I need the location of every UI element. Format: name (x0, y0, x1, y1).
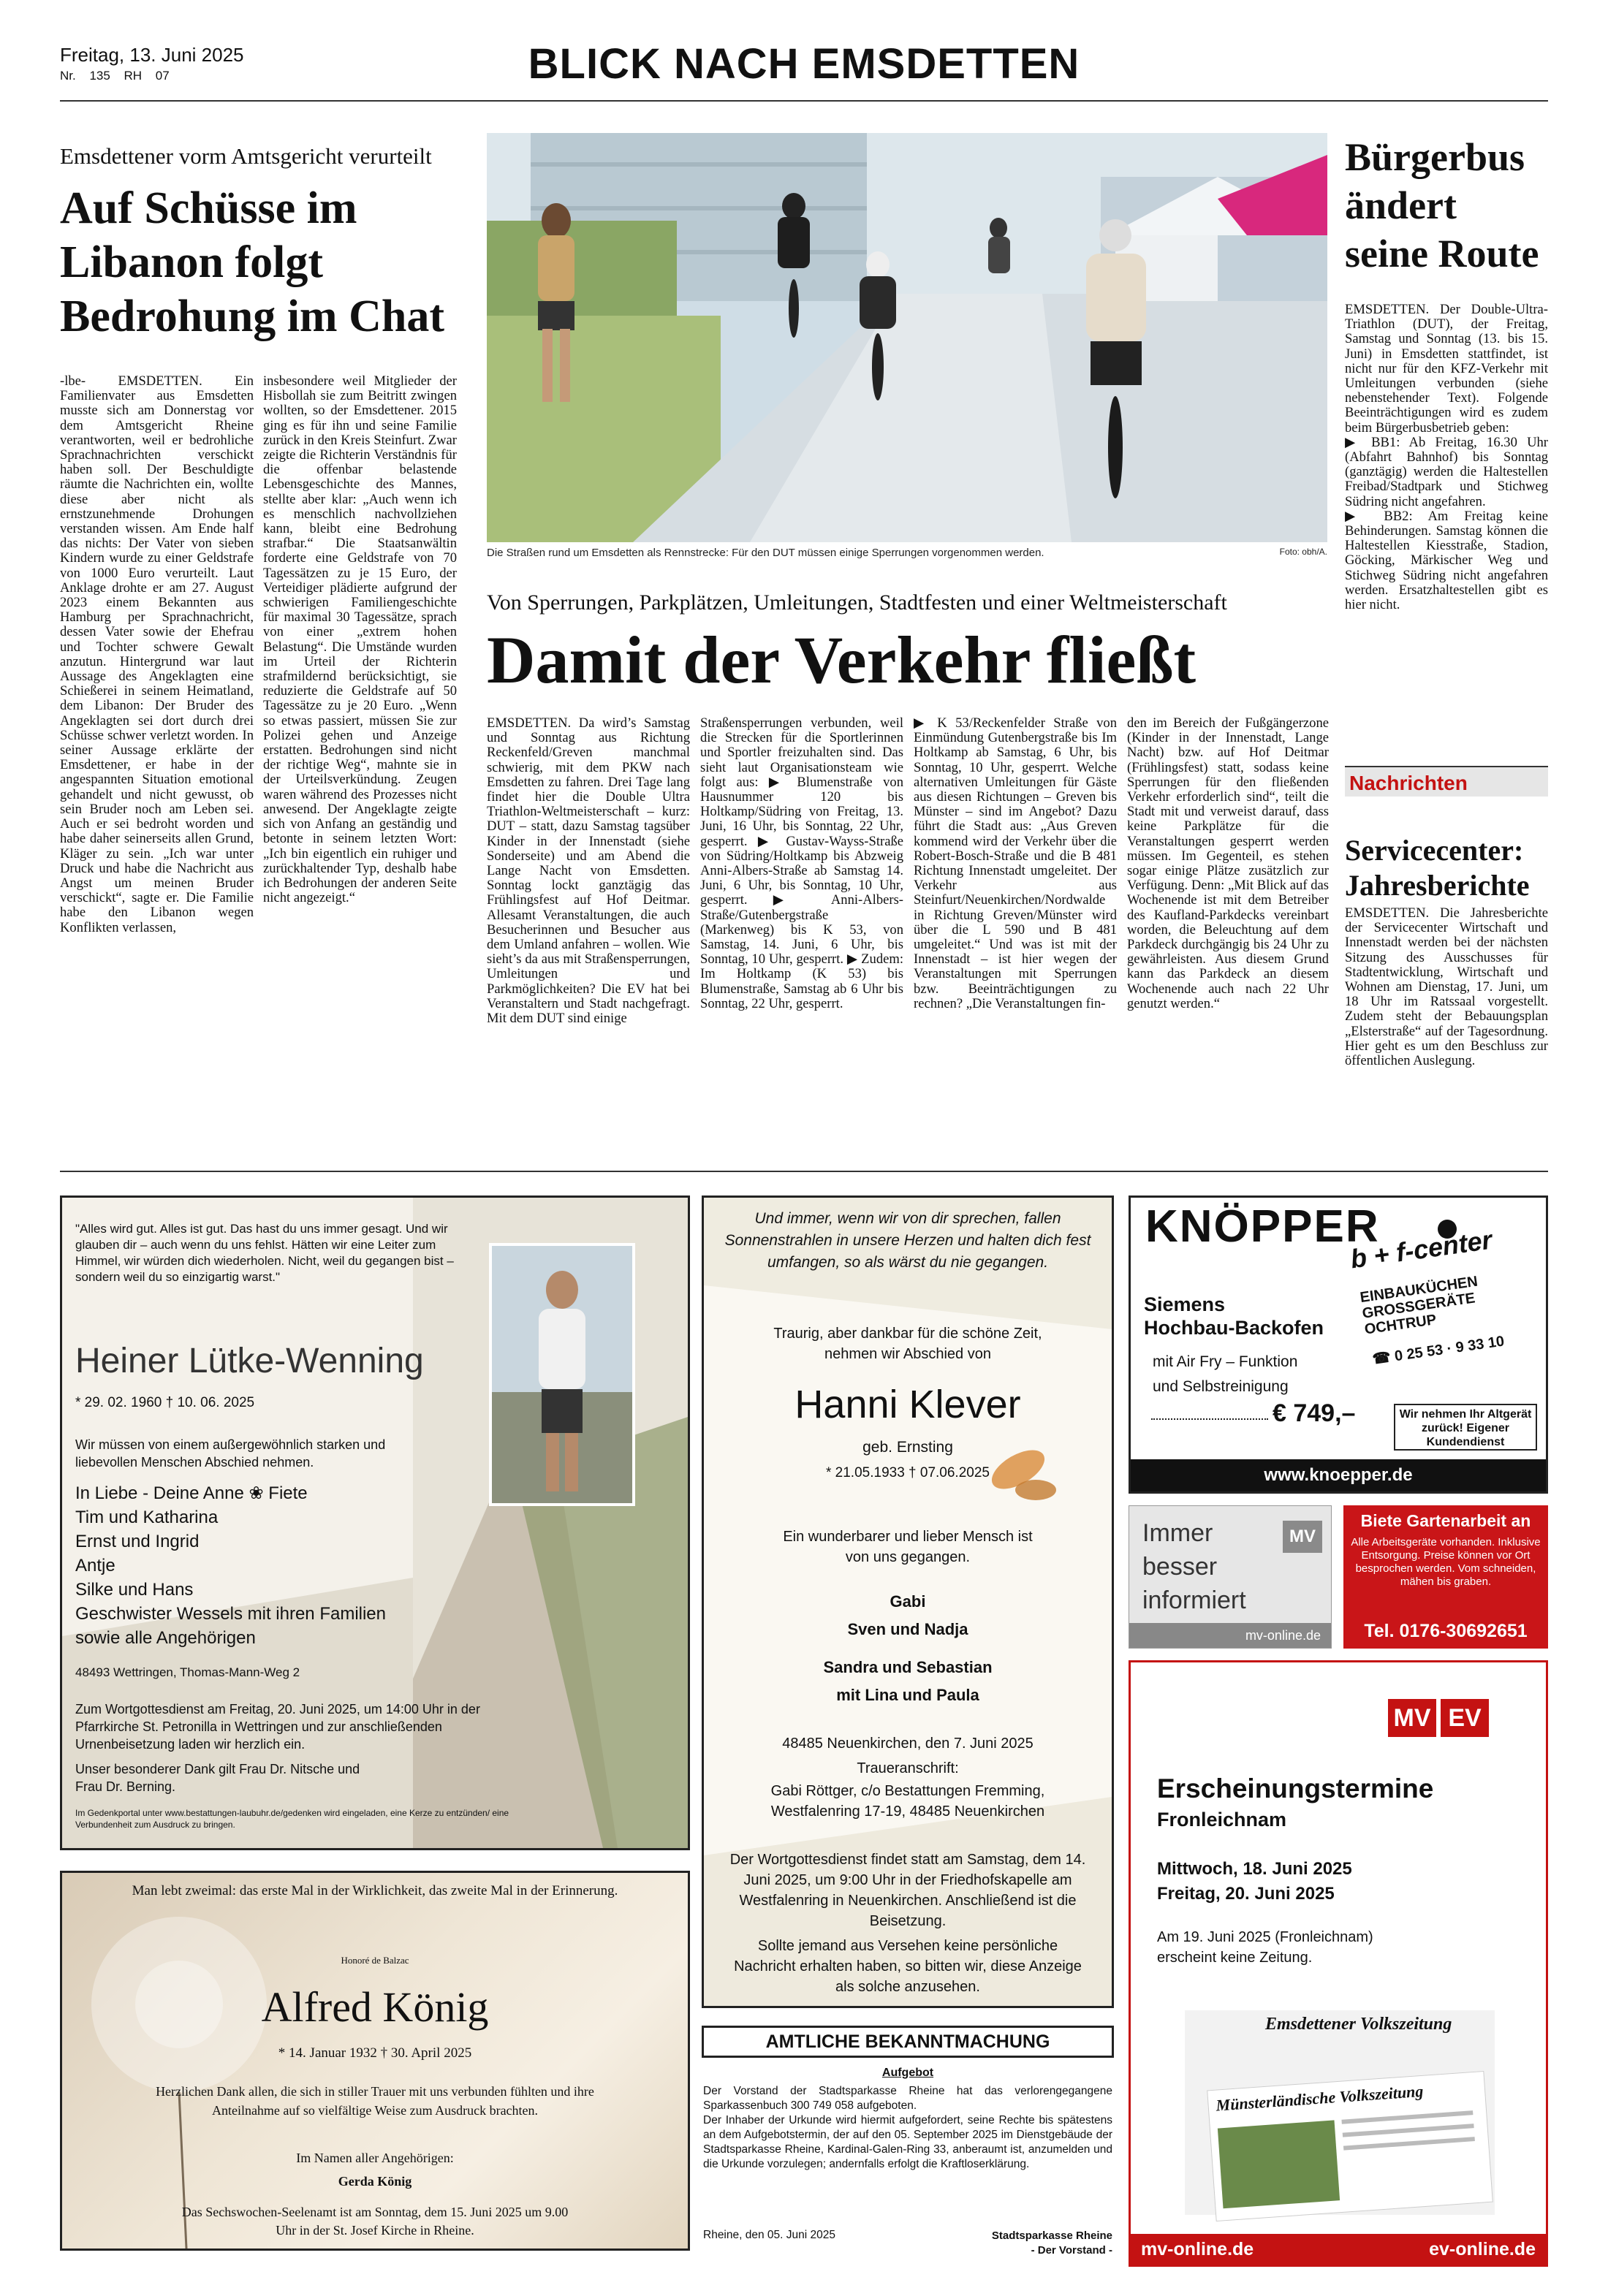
garden-title: Biete Gartenarbeit an (1360, 1511, 1531, 1530)
bus-body: EMSDETTEN. Der Double-Ultra-Triathlon (DUT), der Freitag, Samstag und Sonntag (13. bis 15. Juni) in Emsdetten stattfindet, ist nicht nur für den KFZ-Verkehr mit Umleitungen verbunden (siehe nebenstehender Text). Folgende Beeinträchtigungen wird es zudem beim Bürgerbusbetrieb geben: ▶ BB1: Ab Freitag, 16.30 Uhr (Abfahrt Bahnhof) bis Sonntag (ganztägig) werden die Haltestellen Freibad/Stadtpark und Stichweg Südring nicht angefahren. ▶ BB2: Am Freitag keine Behinderungen. Samstag können die Haltestellen Kiesstraße, Stadion, Göcking, Märkischer Weg und Stichweg Südring nicht angefahren werden. Ersatzhaltestellen gibt es hier nicht. (1345, 302, 1548, 613)
main-col-3: ▶ K 53/Reckenfelder Straße von Einmündung Gutenbergstraße bis Im Holtkamp ab Samstag, 6 Uhr, bis Sonntag, 10 Uhr, gesperrt. Welche alternativen Umleitungen für Gäste aus diesen Richtungen – Greven bis Münster – sind im Angebot? Dazu führt die Stadt aus: „Aus Greven kommend wird der Verkehr über die Robert-Bosch-Straße und die B 481 Richtung Innenstadt umgeleitet. Der Verkehr aus Steinfurt/Neuenkirchen/Nordwalde in Richtung Greven/Münster wird über die L 590 und B 481 umgeleitet.“ Und was ist mit der Innenstadt – ist hier wegen der Veranstaltungen mit Sperrungen bzw. Beeinträchtigungen zu rechnen? „Die Veranstaltungen fin- (914, 715, 1117, 1011)
knoepper-features: mit Air Fry – Funktion und Selbstreinigung (1153, 1353, 1298, 1395)
obit2-text: Ein wunderbarer und lieber Mensch ist von uns gegangen. (783, 1529, 1033, 1565)
obit2-name: Hanni Klever (794, 1383, 1021, 1426)
obit1-thanks: Unser besonderer Dank gilt Frau Dr. Nitsche und Frau Dr. Berning. (75, 1762, 360, 1794)
knoepper-sub: b + f-center (1349, 1224, 1494, 1274)
obit3-family: Gerda König (338, 2174, 412, 2189)
obit1-intro: Wir müssen von einem außergewöhnlich starken und liebevollen Menschen Abschied nehmen. (75, 1437, 386, 1470)
notice-date: Rheine, den 05. Juni 2025 (703, 2229, 835, 2241)
news-section-label: Nachrichten (1349, 772, 1468, 794)
dates-footer (1131, 2234, 1546, 2265)
obit1-quote: "Alles wird gut. Alles ist gut. Das hast du uns immer gesagt. Und wir glauben dir – auch wenn du uns fehlst. Hätten wir eine Leiter zum Himmel, wir würden dich wiederholen. Nicht, weil du gegangen bist – sondern weil du so einzigartig warst." (75, 1222, 454, 1284)
main-kicker: Von Sperrungen, Parkplätzen, Umleitungen, Stadtfesten und einer Weltmeisterschaft (487, 590, 1227, 615)
obit1-service: Zum Wortgottesdienst am Freitag, 20. Juni 2025, um 14:00 Uhr in der Pfarrkirche St. Petronilla in Wettringen und zur anschließenden Urnenbeisetzung laden wir herzlich ein. (75, 1702, 480, 1752)
mv-logo: MV (1283, 1521, 1322, 1553)
obit2-note: Sollte jemand aus Versehen keine persönliche Nachricht erhalten haben, so bitten wir, diese Anzeige als solche anzusehen. (734, 1938, 1082, 1995)
obit1-name: Heiner Lütke-Wenning (75, 1342, 424, 1380)
obit2-birthname: geb. Ernsting (862, 1439, 953, 1456)
obit2-quote: Und immer, wenn wir von dir sprechen, fallen Sonnenstrahlen in unsere Herzen und halten dich fest umfangen, so als wärst du nie gegangen. (724, 1210, 1091, 1271)
ad-mv-informiert (1129, 1505, 1332, 1649)
obit2-dates: * 21.05.1933 † 07.06.2025 (826, 1465, 990, 1480)
header-rule (60, 100, 1548, 102)
photo-caption: Die Straßen rund um Emsdetten als Rennstrecke: Für den DUT müssen einige Sperrungen vorgenommen werden. (487, 547, 1044, 559)
main-col-2: Straßensperrungen verbunden, weil die Strecken für die Sportlerinnen und Sportler freizuhalten sind. Das sieht laut Organisationsteam wie folgt aus: ▶ Blumenstraße von Hausnummer 120 bis Holtkamp/Südring von Freitag, 13. Juni, 16 Uhr, bis Sonntag, 22 Uhr, gesperrt. ▶ Gustav-Wayss-Straße von Südring/Holtkamp bis Abzweig Anni-Albers-Straße ab Samstag 14. Juni, 6 Uhr, bis Sonntag, 10 Uhr, gesperrt. ▶ Anni-Albers-Straße/Gutenbergstraße (Markenweg) bis K 53, von Samstag, 14. Juni, 6 Uhr, bis Sonntag, 10 Uhr, gesperrt. ▶ Zudem: Im Holtkamp (K 53) bis Blumenstraße, Samstag ab 6 Uhr bis Sonntag, 22 Uhr, gesperrt. (700, 715, 903, 1011)
official-notice (702, 2026, 1114, 2276)
obit2-place: 48485 Neuenkirchen, den 7. Juni 2025 (782, 1736, 1034, 1752)
knoepper-phone: ☎ 0 25 53 · 9 33 10 (1371, 1333, 1506, 1368)
triathlon-photo (487, 133, 1327, 542)
left-kicker: Emsdettener vorm Amtsgericht verurteilt (60, 143, 432, 169)
footer-url-ev[interactable]: ev-online.de (1429, 2239, 1536, 2259)
obit1-address: 48493 Wettringen, Thomas-Mann-Weg 2 (75, 1665, 300, 1679)
obit3-quote: Man lebt zweimal: das erste Mal in der Wirklichkeit, das zweite Mal in der Erinnerung. (132, 1883, 618, 1898)
main-col-4: den im Bereich der Fußgängerzone (Kinder in der Innenstadt, Lange Nacht) bzw. auf Hof Deitmar (Frühlingsfest) statt, sodass keine Sperrungen für den fließenden Verkehr erforderlich sind“, teilt die Stadt mit und verweist darauf, dass keine Parkplätze für die Veranstaltungen gesperrt werden müssen. Im Gegenteil, es stehen sogar einige Plätze zusätzlich zur Verfügung. Denn: „Mit Blick auf das Wochenende ist mit dem Betreiber des Kaufland-Parkdecks vereinbart worden, die Beleuchtung auf dem Parkdeck durchgängig bis 24 Uhr zu gewährleisten. Aus diesem Grund kann das Parkdeck an diesem Wochenende auch nach 22 Uhr genutzt werden.“ (1127, 715, 1329, 1011)
ad-erscheinungstermine (1129, 1660, 1548, 2267)
knoepper-brand: KNÖPPER (1145, 1201, 1380, 1252)
newspaper-image (1185, 2010, 1495, 2215)
obit2-address: Gabi Röttger, c/o Bestattungen Fremming, Westfalenring 17-19, 48485 Neuenkirchen (770, 1783, 1045, 1820)
garden-text: Alle Arbeitsgeräte vorhanden. Inklusive Entsorgung. Preise können vor Ort besprochen werden. Vom schneiden, mähen bis graben. (1351, 1536, 1541, 1588)
obit2-service: Der Wortgottesdienst findet statt am Samstag, dem 14. Juni 2025, um 9:00 Uhr in der Friedhofskapelle am Westfalenring in Neuenkirchen. Anschließend ist die Beisetzung. (729, 1852, 1086, 1929)
dates-note: Am 19. Juni 2025 (Fronleichnam) erscheint keine Zeitung. (1157, 1929, 1373, 1966)
notice-subtitle: Aufgebot (881, 2067, 934, 2079)
obit3-author: Honoré de Balzac (341, 1955, 409, 1966)
knoepper-url: www.knoepper.de (1131, 1459, 1546, 1491)
mv-ev-logo-ev: EV (1441, 1699, 1489, 1737)
bus-headline: Bürgerbus ändert seine Route (1345, 135, 1539, 275)
dates-title: Erscheinungstermine (1157, 1774, 1434, 1803)
portrait-photo (489, 1243, 635, 1506)
news-section-bar (1345, 766, 1548, 797)
obit3-family-label: Im Namen aller Angehörigen: (296, 2151, 454, 2165)
main-headline: Damit der Verkehr fließt (487, 623, 1196, 697)
obit3-service: Das Sechswochen-Seelenamt ist am Sonntag, dem 15. Juni 2025 um 9.00 Uhr in der St. Josef Kirche in Rheine. (181, 2205, 569, 2238)
left-col-2: insbesondere weil Mitglieder der Hisbollah sie zum Beitritt zwingen wollten, so der Emsdettener. 2015 ging es für ihn und seine Familie zurück in den Kreis Steinfurt. Zwar zeigte die Richterin Verständnis für die offenbar belastende Lebensgeschichte des Mannes, stellte aber klar: „Auch wenn ich es menschlich nachvollziehen kann, bleibt eine Bedrohung strafbar.“ Die Staatsanwältin forderte eine Geldstrafe von 70 Tagessätzen zu je 15 Euro, der Verteidiger plädierte aufgrund der schwierigen Familiengeschichte für maximal 30 Tagessätze, sprach von einer „extrem hohen Belastung“. Die Umstände wurden im Urteil der Richterin strafmildernd berücksichtigt, sie reduzierte die Geldstrafe auf 50 Tagessätze zu je 20 Euro. „Wenn so etwas passiert, müssen Sie zur Polizei gehen und Anzeige erstatten. Bedrohungen sind nicht der richtige Weg“, mahnte sie in der Urteilsverkündung. Zeugen waren während des Prozesses nicht anwesend. Der Angeklagte zeigte sich von Anfang an geständig und betonte in seinem letzten Wort: „Ich bin eigentlich ein ruhiger und zurückhaltender Typ, deshalb habe ich Bedrohungen der anderen Seite nicht angezeigt.“ (263, 373, 457, 906)
ad-garden (1343, 1505, 1548, 1649)
obituary-klever (702, 1195, 1114, 2008)
section-rule (60, 1171, 1548, 1172)
obit1-portal: Im Gedenkportal unter www.bestattungen-laubuhr.de/gedenken wird eingeladen, eine Kerze zu entzünden/ eine Verbundenheit zum Ausdruck zu bringen. (75, 1808, 509, 1830)
obit2-address-label: Traueranschrift: (857, 1760, 959, 1776)
obit3-thanks: Herzlichen Dank allen, die sich in stiller Trauer mit uns verbunden fühlten und ihre Anteilnahme auf so vielfältige Weise zum Ausdruck brachten. (156, 2084, 594, 2118)
notice-text: Der Vorstand der Stadtsparkasse Rheine hat das verlorengegangene Sparkassenbuch 300 749 058 aufgeboten. Der Inhaber der Urkunde wird hiermit aufgefordert, seine Rechte bis spätestens an dem Aufgebotstermin, der auf den 05. September 2025 im Dienstgebäude der Stadtsparkasse Rheine, Kardinal-Galen-Ring 33, anberaumt ist, anzumelden und die Urkunde vorzulegen; andernfalls erfolgt die Kraftloserklärung. (703, 2085, 1112, 2170)
notice-signature: Stadtsparkasse Rheine - Der Vorstand - (991, 2230, 1112, 2257)
ad-knoepper (1129, 1195, 1548, 1494)
knoepper-takeback: Wir nehmen Ihr Altgerät zurück! Eigener Kundendienst (1394, 1404, 1537, 1451)
mv-ev-logo-mv: MV (1388, 1699, 1436, 1737)
obit1-family: In Liebe - Deine Anne ❀ Fiete Tim und Katharina Ernst und Ingrid Antje Silke und Hans Geschwister Wessels mit ihren Familien sowie alle Angehörigen (75, 1483, 387, 1648)
issue-number: Nr. 135 RH 07 (60, 69, 170, 83)
obit2-intro: Traurig, aber dankbar für die schöne Zeit, nehmen wir Abschied von (773, 1326, 1042, 1362)
issue-date: Freitag, 13. Juni 2025 (60, 44, 244, 66)
page-title: BLICK NACH EMSDETTEN (528, 40, 1080, 88)
service-body: EMSDETTEN. Die Jahresberichte der Servicecenter Wirtschaft und Innenstadt werden bei der nächsten Sitzung des Ausschusses für Stadtentwicklung, Wirtschaft und Wohnen am Dienstag, 17. Juni, um 18 Uhr im Ratssaal vorgestellt. Zudem steht der Bebauungsplan „Elsterstraße“ auf der Tagesordnung. Hier geht es um den Beschluss zur öffentlichen Auslegung. (1345, 905, 1548, 1069)
main-col-1: EMSDETTEN. Da wird’s Samstag und Sonntag aus Richtung Reckenfeld/Greven manchmal schwierig, mit dem PKW nach Emsdetten zu fahren. Drei Tage lang findet hier die Double Ultra Triathlon-Weltmeisterschaft – kurz: DUT – statt, dazu Samstag tagsüber Kinder in der Innenstadt (siehe Sonderseite) und am Abend die Lange Nacht von Emsdetten. Sonntag lockt ganztägig das Frühlingsfest auf Hof Deitmar. Allesamt Veranstaltungen, die auch Besucherinnen und Besucher aus dem Umland anfahren – wollen. Wie sieht’s da aus mit Straßensperrungen, Umleitungen und Parkmöglichkeiten? Die EV hat bei Veranstaltern und Stadt nachgefragt. Mit dem DUT sind einige (487, 715, 690, 1027)
garden-phone: Tel. 0176-30692651 (1364, 1621, 1528, 1641)
paper-title-ev: Emsdettener Volkszeitung (1265, 2015, 1452, 2034)
dates-list: Mittwoch, 18. Juni 2025 Freitag, 20. Juni 2025 (1157, 1859, 1352, 1904)
obituary-koenig (60, 1871, 690, 2251)
paper-front-mv: Münsterländische Volkszeitung (1207, 2071, 1493, 2221)
obit3-name: Alfred König (261, 1983, 489, 2031)
dates-subtitle: Fronleichnam (1157, 1809, 1287, 1831)
mv-slogan: Immer besser informiert (1142, 1519, 1246, 1614)
service-headline: Servicecenter: Jahresberichte (1345, 834, 1530, 902)
knoepper-dots (1151, 1418, 1268, 1420)
obituary-luetke-wenning (60, 1195, 690, 1850)
mv-url: mv-online.de (1129, 1623, 1331, 1648)
knoepper-product: Siemens Hochbau-Backofen (1144, 1293, 1324, 1339)
obit1-dates: * 29. 02. 1960 † 10. 06. 2025 (75, 1395, 255, 1410)
knoepper-price: € 749,– (1273, 1399, 1356, 1427)
notice-title: AMTLICHE BEKANNTMACHUNG (702, 2026, 1114, 2058)
left-col-1: -lbe- EMSDETTEN. Ein Familienvater aus Emsdetten musste sich am Donnerstag vor dem Amtsgericht Rheine verantworten, weil er bedrohliche Sprachnachrichten verschickt haben soll. Der Beschuldigte räumte die Nachrichten ein, wollte diese aber nicht als ernstzunehmende Drohungen verstanden wissen. Am Ende half das nichts: Der Vater von sieben Kindern wurde zu einer Geldstrafe von 1000 Euro verurteilt. Laut Anklage drohte er am 27. August 2023 einem Bekannten aus Hamburg per Sprachnachricht, dessen Vater sowie der Ehefrau und Tochter schwere Gewalt anzutun. Hintergrund war laut Aussage des Angeklagten eine Schießerei in seinem Heimatland, dem Libanon: Der Bruder des Angeklagten sei dort durch drei Schüsse schwer verletzt worden. In seiner Aussage erklärte der Emsdettener, er habe in der angespannten Situation emotional gehandelt und nicht gewusst, ob sein Bruder noch am Leben sei. Auch er sei bedroht worden und habe daher seinerseits allen Grund, Kläger zu sein. „Ich war unter Druck und habe die Nachricht aus Angst um meinen Bruder verschickt“, sagte er. Die Familie habe den Libanon wegen Konflikten verlassen, (60, 373, 254, 935)
photo-credit: Foto: obh/A. (1279, 547, 1327, 557)
obit3-dates: * 14. Januar 1932 † 30. April 2025 (278, 2045, 472, 2061)
knoepper-stamp: EINBAUKÜCHEN GROSSGERÄTE OCHTRUP (1359, 1273, 1479, 1338)
footer-url-mv[interactable]: mv-online.de (1141, 2239, 1254, 2259)
left-headline: Auf Schüsse im Libanon folgt Bedrohung im Chat (60, 183, 444, 341)
obit2-family: Gabi Sven und Nadja Sandra und Sebastian mit Lina und Paula (823, 1592, 993, 1704)
